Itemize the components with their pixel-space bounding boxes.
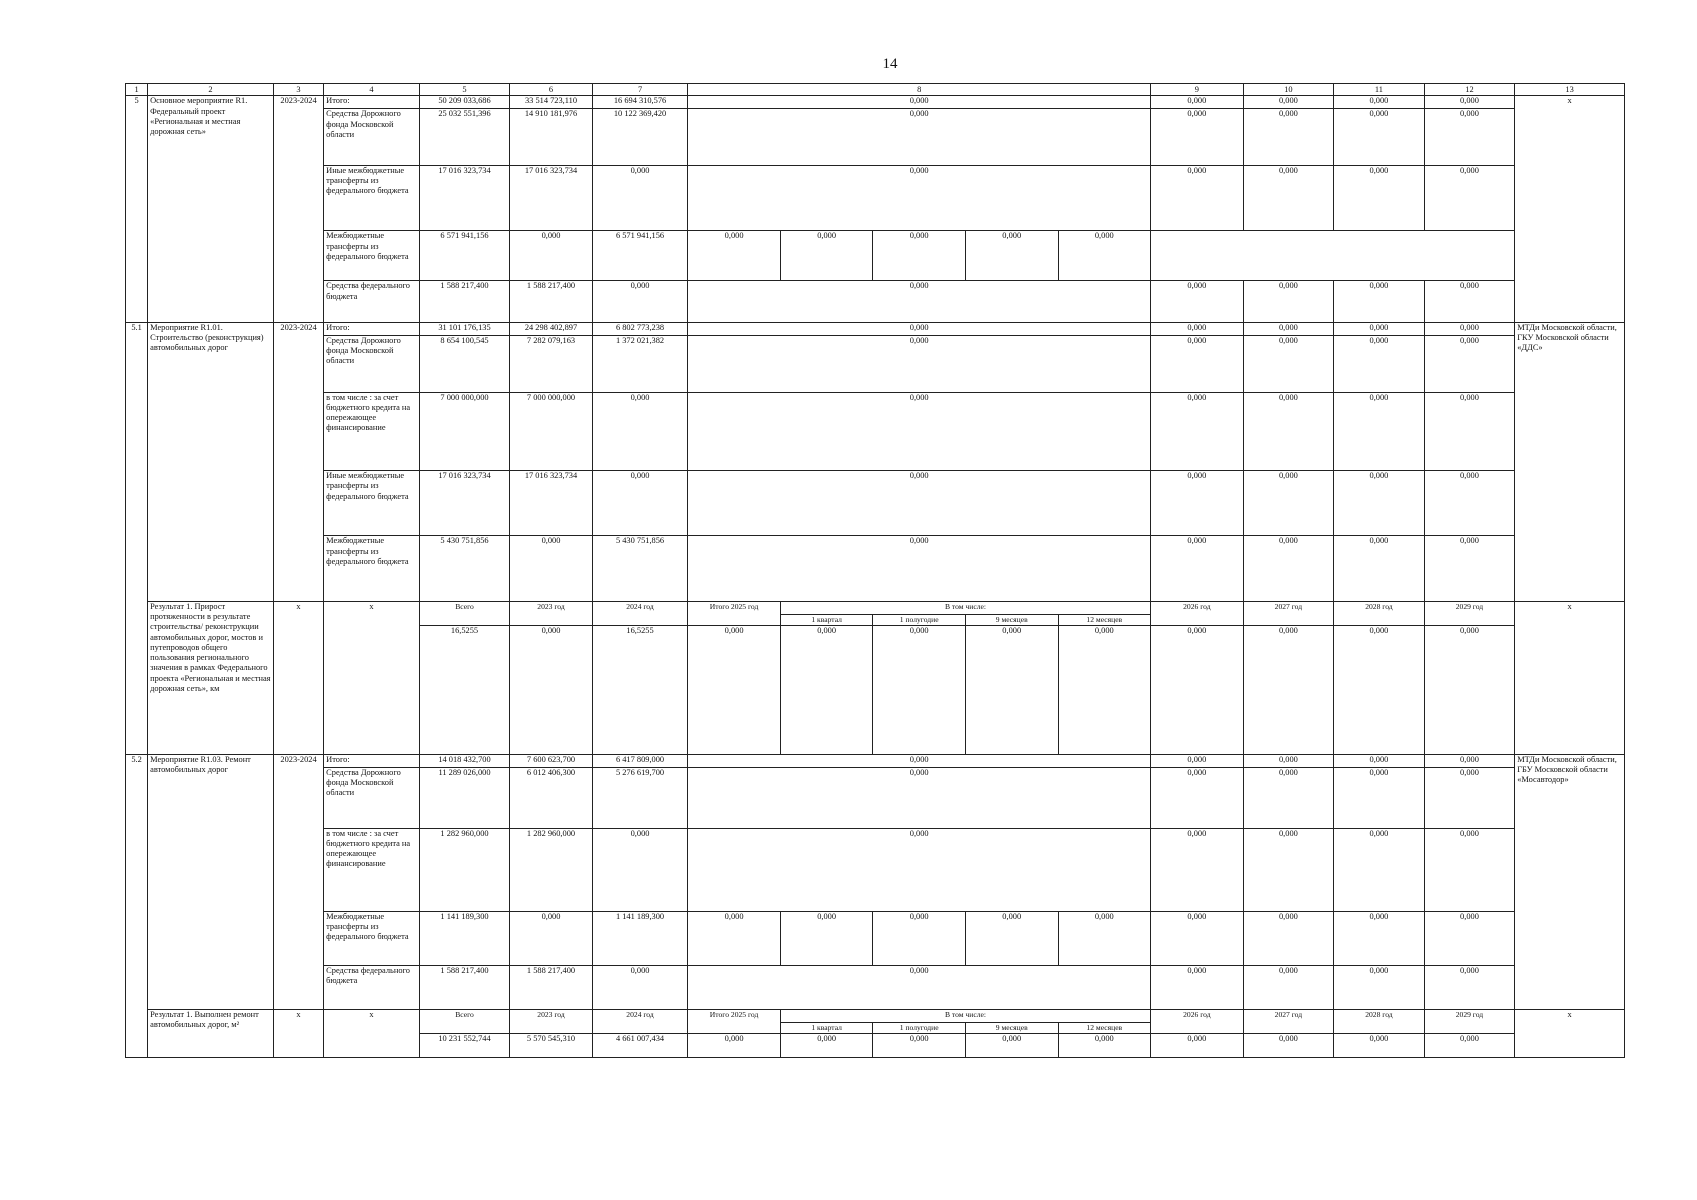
value-cell: 0,000 — [1151, 322, 1244, 335]
value-cell: 0,000 — [1424, 754, 1515, 767]
header-cell: 2027 год — [1243, 1009, 1334, 1033]
value-cell: 0,000 — [873, 231, 966, 281]
value-cell: 0,000 — [688, 1033, 781, 1057]
source-label: Межбюджетные трансферты из федерального бюджета — [324, 536, 420, 601]
source-label: Итого: — [324, 754, 420, 767]
header-cell: 1 квартал — [780, 1022, 873, 1033]
source-label: Средства Дорожного фонда Московской области — [324, 767, 420, 828]
col-num: 8 — [688, 84, 1151, 96]
value-cell: 6 012 406,300 — [510, 767, 592, 828]
value-cell: 0,000 — [1151, 109, 1244, 166]
source-label: x — [324, 601, 420, 754]
value-cell: 0,000 — [780, 626, 873, 755]
value-cell: 0,000 — [688, 626, 781, 755]
value-cell: 0,000 — [965, 911, 1058, 965]
value-cell: 0,000 — [688, 767, 1151, 828]
table-row — [126, 828, 1625, 911]
header-cell: В том числе: — [780, 1009, 1150, 1022]
value-cell: 0,000 — [688, 109, 1151, 166]
value-cell: 0,000 — [1243, 96, 1334, 109]
value-cell: 0,000 — [1334, 911, 1425, 965]
table-row — [126, 109, 1625, 166]
header-cell: 1 квартал — [780, 614, 873, 625]
value-cell: 0,000 — [1334, 165, 1425, 230]
value-cell: 17 016 323,734 — [510, 471, 592, 536]
value-cell: 0,000 — [1334, 1033, 1425, 1057]
header-cell: 2023 год — [510, 1009, 592, 1033]
value-cell: 0,000 — [1243, 754, 1334, 767]
header-cell: 2027 год — [1243, 601, 1334, 625]
header-cell: Итого 2025 год — [688, 1009, 781, 1033]
table-row — [126, 754, 1625, 767]
value-cell: 25 032 551,396 — [419, 109, 510, 166]
value-cell: 0,000 — [1151, 767, 1244, 828]
value-cell: 0,000 — [1334, 109, 1425, 166]
value-cell: 0,000 — [1151, 754, 1244, 767]
value-cell: 0,000 — [1424, 335, 1515, 392]
source-label: в том числе : за счет бюджетного кредита на опережающее финансирование — [324, 828, 420, 911]
source-label: x — [324, 1009, 420, 1057]
value-cell: 0,000 — [1334, 965, 1425, 1009]
header-cell: Всего — [419, 601, 510, 625]
header-cell: 2024 год — [592, 601, 688, 625]
result-name: Результат 1. Прирост протяженности в результате строительства/ реконструкции автомобильных дорог, мостов и путепроводов общего пользования регионального значения в рамках Федерального проекта «Региональная и местная дорожная сеть», км — [148, 601, 274, 754]
value-cell: 17 016 323,734 — [510, 165, 592, 230]
value-cell: 0,000 — [688, 231, 781, 281]
value-cell: 5 570 545,310 — [510, 1033, 592, 1057]
value-cell: 7 282 079,163 — [510, 335, 592, 392]
value-cell: 0,000 — [688, 165, 1151, 230]
value-cell: 0,000 — [688, 536, 1151, 601]
value-cell: 0,000 — [1243, 109, 1334, 166]
value-cell: 14 018 432,700 — [419, 754, 510, 767]
value-cell: 0,000 — [510, 911, 592, 965]
col-num: 13 — [1515, 84, 1625, 96]
header-cell: 2028 год — [1334, 601, 1425, 625]
value-cell: 8 654 100,545 — [419, 335, 510, 392]
header-cell: 2029 год — [1424, 1009, 1515, 1033]
value-cell: 0,000 — [1243, 828, 1334, 911]
table-row — [126, 322, 1625, 335]
table-row — [126, 96, 1625, 109]
value-cell: 0,000 — [1151, 165, 1244, 230]
value-cell: 0,000 — [780, 911, 873, 965]
value-cell: 0,000 — [1058, 1033, 1151, 1057]
value-cell: 0,000 — [1424, 392, 1515, 470]
value-cell: 0,000 — [873, 626, 966, 755]
value-cell: 31 101 176,135 — [419, 322, 510, 335]
col-num: 1 — [126, 84, 148, 96]
value-cell: 0,000 — [1334, 828, 1425, 911]
value-cell: 0,000 — [1243, 471, 1334, 536]
value-cell: 0,000 — [1424, 965, 1515, 1009]
col-num: 6 — [510, 84, 592, 96]
value-cell: 0,000 — [1243, 767, 1334, 828]
col-num: 10 — [1243, 84, 1334, 96]
value-cell: 0,000 — [1243, 536, 1334, 601]
col-num: 3 — [273, 84, 323, 96]
table-row — [126, 601, 1625, 614]
value-cell: 0,000 — [1151, 626, 1244, 755]
col-num: 2 — [148, 84, 274, 96]
value-cell: 0,000 — [1243, 911, 1334, 965]
result-name: Результат 1. Выполнен ремонт автомобильных дорог, м² — [148, 1009, 274, 1057]
row-number: 5.2 — [126, 754, 148, 1057]
value-cell: 11 289 026,000 — [419, 767, 510, 828]
value-cell: 0,000 — [1151, 96, 1244, 109]
value-cell: 0,000 — [592, 281, 688, 322]
value-cell: 0,000 — [1243, 1033, 1334, 1057]
table-row — [126, 231, 1625, 281]
table-row — [126, 767, 1625, 828]
table-row — [126, 1009, 1625, 1022]
value-cell: 0,000 — [1151, 392, 1244, 470]
value-cell: 0,000 — [688, 754, 1151, 767]
value-cell: 0,000 — [510, 626, 592, 755]
source-label: Иные межбюджетные трансферты из федерального бюджета — [324, 471, 420, 536]
measure-name: Мероприятие R1.01. Строительство (реконструкция) автомобильных дорог — [148, 322, 274, 601]
value-cell: 50 209 033,686 — [419, 96, 510, 109]
value-cell: 0,000 — [688, 828, 1151, 911]
value-cell: 0,000 — [688, 335, 1151, 392]
col-num: 9 — [1151, 84, 1244, 96]
header-cell: 2029 год — [1424, 601, 1515, 625]
source-label: Итого: — [324, 96, 420, 109]
value-cell: 0,000 — [1243, 965, 1334, 1009]
value-cell: 0,000 — [688, 965, 1151, 1009]
executor-cell: МТДи Московской области, ГКУ Московской области «ДДС» — [1515, 322, 1625, 601]
value-cell: 0,000 — [1058, 231, 1151, 281]
executor-cell: x — [1515, 96, 1625, 323]
header-cell: 2023 год — [510, 601, 592, 625]
period: 2023-2024 — [273, 754, 323, 1009]
value-cell: 0,000 — [688, 96, 1151, 109]
col-num: 12 — [1424, 84, 1515, 96]
value-cell: 0,000 — [1151, 281, 1244, 322]
value-cell: 0,000 — [1424, 109, 1515, 166]
value-cell: 0,000 — [1151, 536, 1244, 601]
value-cell: 24 298 402,897 — [510, 322, 592, 335]
source-label: Итого: — [324, 322, 420, 335]
empty-cell — [1151, 231, 1515, 281]
value-cell: 0,000 — [780, 1033, 873, 1057]
value-cell: 0,000 — [1243, 335, 1334, 392]
value-cell: 16,5255 — [419, 626, 510, 755]
value-cell: 0,000 — [1424, 626, 1515, 755]
table-row — [126, 471, 1625, 536]
value-cell: 1 588 217,400 — [419, 281, 510, 322]
value-cell: 5 276 619,700 — [592, 767, 688, 828]
value-cell: 0,000 — [1151, 828, 1244, 911]
header-cell: 1 полугодие — [873, 1022, 966, 1033]
value-cell: 0,000 — [688, 911, 781, 965]
executor-cell: МТДи Московской области, ГБУ Московской области «Мосавтодор» — [1515, 754, 1625, 1009]
table-row — [126, 165, 1625, 230]
value-cell: 10 231 552,744 — [419, 1033, 510, 1057]
value-cell: 33 514 723,110 — [510, 96, 592, 109]
value-cell: 0,000 — [965, 231, 1058, 281]
value-cell: 4 661 007,434 — [592, 1033, 688, 1057]
value-cell: 0,000 — [1151, 965, 1244, 1009]
row-number: 5.1 — [126, 322, 148, 754]
value-cell: 0,000 — [1424, 1033, 1515, 1057]
value-cell: 0,000 — [1424, 471, 1515, 536]
value-cell: 7 600 623,700 — [510, 754, 592, 767]
value-cell: 0,000 — [510, 536, 592, 601]
value-cell: 0,000 — [1424, 322, 1515, 335]
value-cell: 6 571 941,156 — [419, 231, 510, 281]
header-cell: Всего — [419, 1009, 510, 1033]
value-cell: 0,000 — [1334, 96, 1425, 109]
source-label: Средства Дорожного фонда Московской области — [324, 109, 420, 166]
value-cell: 0,000 — [1334, 626, 1425, 755]
col-num: 4 — [324, 84, 420, 96]
period: 2023-2024 — [273, 322, 323, 601]
header-cell: В том числе: — [780, 601, 1150, 614]
value-cell: 0,000 — [1334, 322, 1425, 335]
value-cell: 0,000 — [1334, 767, 1425, 828]
value-cell: 0,000 — [1058, 626, 1151, 755]
table-row — [126, 965, 1625, 1009]
value-cell: 0,000 — [1424, 767, 1515, 828]
value-cell: 17 016 323,734 — [419, 165, 510, 230]
table-row — [126, 281, 1625, 322]
value-cell: 6 417 809,000 — [592, 754, 688, 767]
value-cell: 1 372 021,382 — [592, 335, 688, 392]
value-cell: 0,000 — [1424, 96, 1515, 109]
source-label: Средства федерального бюджета — [324, 281, 420, 322]
value-cell: 1 588 217,400 — [419, 965, 510, 1009]
measures-table — [125, 83, 1625, 1058]
value-cell: 1 141 189,300 — [419, 911, 510, 965]
source-label: в том числе : за счет бюджетного кредита на опережающее финансирование — [324, 392, 420, 470]
value-cell: 10 122 369,420 — [592, 109, 688, 166]
value-cell: 0,000 — [1151, 911, 1244, 965]
source-label: Межбюджетные трансферты из федерального бюджета — [324, 911, 420, 965]
table-row — [126, 536, 1625, 601]
source-label: Средства Дорожного фонда Московской области — [324, 335, 420, 392]
header-cell: 12 месяцев — [1058, 1022, 1151, 1033]
header-cell: Итого 2025 год — [688, 601, 781, 625]
value-cell: 1 282 960,000 — [419, 828, 510, 911]
source-label: Иные межбюджетные трансферты из федерального бюджета — [324, 165, 420, 230]
header-cell: 1 полугодие — [873, 614, 966, 625]
measure-name: Основное мероприятие R1. Федеральный проект «Региональная и местная дорожная сеть» — [148, 96, 274, 323]
value-cell: 0,000 — [1243, 392, 1334, 470]
column-number-row — [126, 84, 1625, 96]
col-num: 5 — [419, 84, 510, 96]
value-cell: 1 141 189,300 — [592, 911, 688, 965]
measure-name: Мероприятие R1.03. Ремонт автомобильных дорог — [148, 754, 274, 1009]
value-cell: 0,000 — [1424, 911, 1515, 965]
executor-cell: x — [1515, 601, 1625, 754]
value-cell: 0,000 — [1424, 281, 1515, 322]
value-cell: 0,000 — [965, 626, 1058, 755]
value-cell: 0,000 — [1424, 828, 1515, 911]
executor-cell: x — [1515, 1009, 1625, 1057]
value-cell: 5 430 751,856 — [419, 536, 510, 601]
header-cell: 2024 год — [592, 1009, 688, 1033]
value-cell: 0,000 — [1334, 536, 1425, 601]
value-cell: 6 802 773,238 — [592, 322, 688, 335]
value-cell: 0,000 — [873, 911, 966, 965]
value-cell: 0,000 — [688, 281, 1151, 322]
value-cell: 0,000 — [1334, 335, 1425, 392]
value-cell: 1 588 217,400 — [510, 281, 592, 322]
period: x — [273, 1009, 323, 1057]
value-cell: 0,000 — [688, 471, 1151, 536]
value-cell: 0,000 — [1334, 754, 1425, 767]
page-number: 14 — [882, 56, 898, 72]
header-cell: 9 месяцев — [965, 1022, 1058, 1033]
table-row — [126, 392, 1625, 470]
value-cell: 1 282 960,000 — [510, 828, 592, 911]
value-cell: 0,000 — [592, 392, 688, 470]
value-cell: 0,000 — [1151, 471, 1244, 536]
source-label: Средства федерального бюджета — [324, 965, 420, 1009]
value-cell: 0,000 — [510, 231, 592, 281]
value-cell: 0,000 — [1424, 536, 1515, 601]
value-cell: 0,000 — [1243, 281, 1334, 322]
value-cell: 1 588 217,400 — [510, 965, 592, 1009]
value-cell: 0,000 — [1334, 471, 1425, 536]
value-cell: 0,000 — [1058, 911, 1151, 965]
value-cell: 0,000 — [1334, 281, 1425, 322]
source-label: Межбюджетные трансферты из федерального бюджета — [324, 231, 420, 281]
header-cell: 9 месяцев — [965, 614, 1058, 625]
value-cell: 0,000 — [1243, 322, 1334, 335]
value-cell: 0,000 — [873, 1033, 966, 1057]
value-cell: 0,000 — [688, 322, 1151, 335]
value-cell: 6 571 941,156 — [592, 231, 688, 281]
row-number: 5 — [126, 96, 148, 323]
period: 2023-2024 — [273, 96, 323, 323]
header-cell: 2026 год — [1151, 601, 1244, 625]
value-cell: 0,000 — [1151, 1033, 1244, 1057]
header-cell: 12 месяцев — [1058, 614, 1151, 625]
col-num: 7 — [592, 84, 688, 96]
value-cell: 16 694 310,576 — [592, 96, 688, 109]
value-cell: 16,5255 — [592, 626, 688, 755]
value-cell: 0,000 — [592, 165, 688, 230]
value-cell: 0,000 — [688, 392, 1151, 470]
value-cell: 0,000 — [592, 471, 688, 536]
value-cell: 0,000 — [965, 1033, 1058, 1057]
value-cell: 0,000 — [1151, 335, 1244, 392]
value-cell: 0,000 — [592, 965, 688, 1009]
value-cell: 5 430 751,856 — [592, 536, 688, 601]
value-cell: 7 000 000,000 — [510, 392, 592, 470]
value-cell: 7 000 000,000 — [419, 392, 510, 470]
table-row — [126, 335, 1625, 392]
header-cell: 2026 год — [1151, 1009, 1244, 1033]
value-cell: 0,000 — [1334, 392, 1425, 470]
value-cell: 0,000 — [1243, 165, 1334, 230]
value-cell: 14 910 181,976 — [510, 109, 592, 166]
value-cell: 0,000 — [1424, 165, 1515, 230]
table-row — [126, 911, 1625, 965]
period: x — [273, 601, 323, 754]
value-cell: 0,000 — [1243, 626, 1334, 755]
col-num: 11 — [1334, 84, 1425, 96]
value-cell: 0,000 — [592, 828, 688, 911]
header-cell: 2028 год — [1334, 1009, 1425, 1033]
value-cell: 17 016 323,734 — [419, 471, 510, 536]
value-cell: 0,000 — [780, 231, 873, 281]
